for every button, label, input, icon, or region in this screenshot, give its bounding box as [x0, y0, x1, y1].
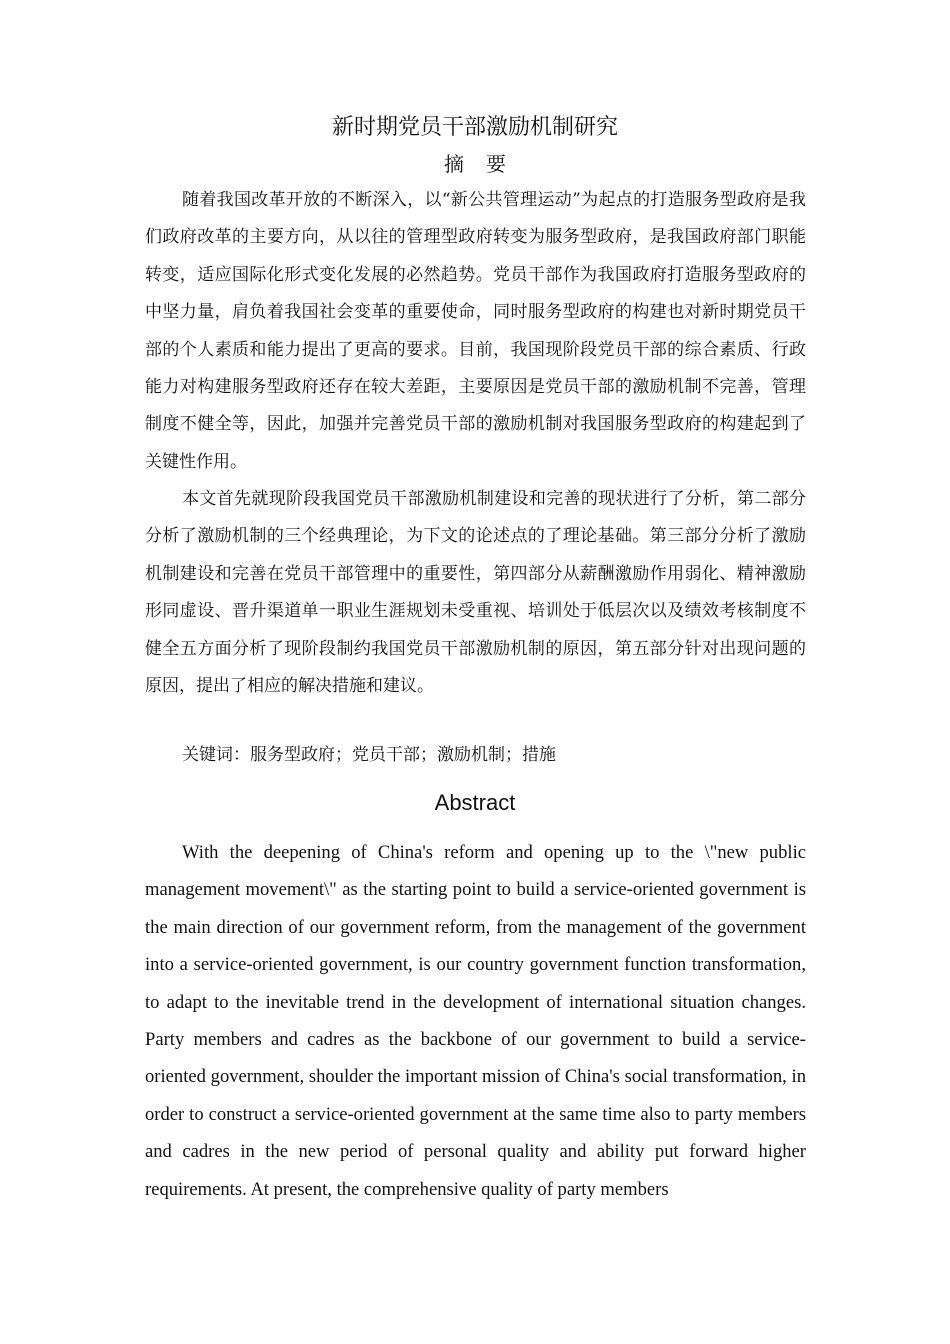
english-abstract-paragraph: With the deepening of China's reform and opening up to the \"new public management movement\" as the starting point to build a service-oriented government is the main direction of our government reform, from the management of the government into a service-oriented government, is our country government function transformation, to adapt to the inevitable trend in the development of international situation changes. Party members and cadres as the backbone of our government to build a service-oriented government, shoulder the important mission of China's social transformation, in order to construct a service-oriented government at the same time also to party members and cadres in the new period of personal quality and ability put forward higher requirements. At present, the comprehensive quality of party members	[145, 842, 806, 1200]
abstract-heading-char-2: 要	[486, 152, 506, 176]
abstract-heading-chinese	[0, 146, 950, 182]
abstract-heading-char-1: 摘	[444, 152, 464, 176]
chinese-abstract-paragraph-2: 本文首先就现阶段我国党员干部激励机制建设和完善的现状进行了分析，第二部分分析了激励机制的三个经典理论，为下文的论述点的了理论基础。第三部分分析了激励机制建设和完善在党员干部管理中的重要性，第四部分从薪酬激励作用弱化、精神激励形同虚设、晋升渠道单一职业生涯规划未受重视、培训处于低层次以及绩效考核制度不健全五方面分析了现阶段制约我国党员干部激励机制的原因，第五部分针对出现问题的原因，提出了相应的解决措施和建议。	[145, 489, 806, 697]
english-abstract-heading: Abstract	[434, 790, 516, 815]
chinese-abstract-paragraph-1: 随着我国改革开放的不断深入，以“新公共管理运动”为起点的打造服务型政府是我们政府改革的主要方向，从以往的管理型政府转变为服务型政府，是我国政府部门职能转变，适应国际化形式变化发展的必然趋势。党员干部作为我国政府打造服务型政府的中坚力量，肩负着我国社会变革的重要使命，同时服务型政府的构建也对新时期党员干部的个人素质和能力提出了更高的要求。目前，我国现阶段党员干部的综合素质、行政能力对构建服务型政府还存在较大差距，主要原因是党员干部的激励机制不完善，管理制度不健全等，因此，加强并完善党员干部的激励机制对我国服务型政府的构建起到了关键性作用。	[145, 190, 806, 472]
keywords-line: 关键词：服务型政府；党员干部；激励机制；措施	[182, 745, 556, 765]
paper-title: 新时期党员干部激励机制研究	[331, 115, 618, 140]
